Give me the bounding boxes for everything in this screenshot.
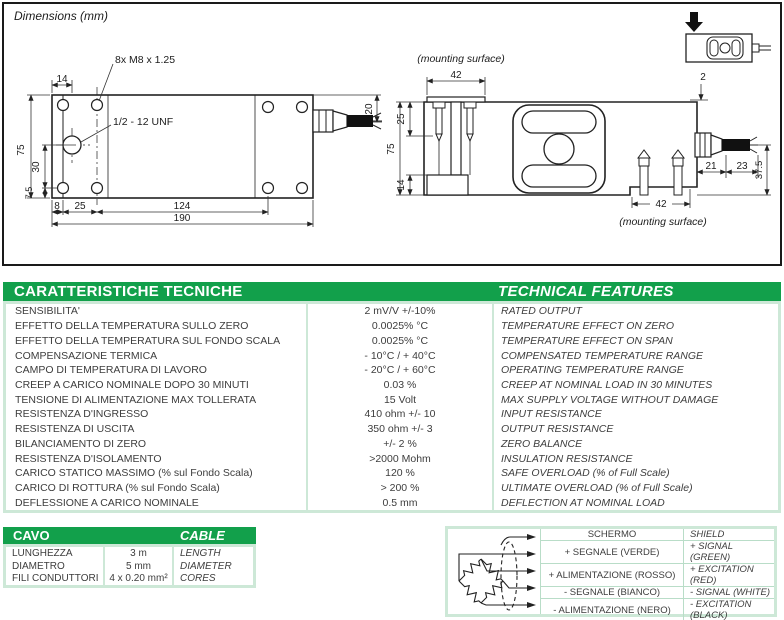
spec-label-english: RATED OUTPUT <box>501 305 582 318</box>
spec-label-english: MAX SUPPLY VOLTAGE WITHOUT DAMAGE <box>501 393 719 406</box>
spec-label-italian: EFFETTO DELLA TEMPERATURA SULLO ZERO <box>6 319 308 334</box>
wire-label-english: - EXCITATION (BLACK) <box>690 599 752 620</box>
load-cell-drawing <box>0 0 784 270</box>
dim-label: 25 <box>74 201 86 212</box>
table-row <box>6 560 253 573</box>
table-row <box>6 481 778 496</box>
spec-value: 0.0025% °C <box>308 319 494 334</box>
load-cell-mini-icon <box>685 12 771 62</box>
wheatstone-bridge-diagram <box>448 529 541 614</box>
spec-value: - 20°C / + 60°C <box>308 363 494 378</box>
spec-value: - 10°C / + 40°C <box>308 348 494 363</box>
spec-label-italian: TENSIONE DI ALIMENTAZIONE MAX TOLLERATA <box>6 392 308 407</box>
spec-value: 120 % <box>308 466 494 481</box>
dim-label: 23 <box>736 161 748 172</box>
tech-header-italian: CARATTERISTICHE TECNICHE <box>14 283 243 300</box>
spec-label-italian: RESISTENZA DI USCITA <box>6 422 308 437</box>
spec-label-english: INPUT RESISTANCE <box>501 408 602 421</box>
dim-label: 42 <box>655 199 667 210</box>
dim-label: 7.5 <box>24 186 34 200</box>
dim-label: 25 <box>396 113 407 125</box>
spec-value: 2 mV/V +/-10% <box>308 304 494 319</box>
spec-label-italian: DEFLESSIONE A CARICO NOMINALE <box>6 495 308 510</box>
cable-header-english: CABLE <box>180 528 225 543</box>
spec-label-italian: BILANCIAMENTO DI ZERO <box>6 436 308 451</box>
cable-label-italian: LUNGHEZZA <box>6 547 105 560</box>
spec-label-italian: SENSIBILITA' <box>6 304 308 319</box>
spec-label-english: COMPENSATED TEMPERATURE RANGE <box>501 349 704 362</box>
table-row <box>541 587 774 599</box>
table-row <box>541 599 774 620</box>
spec-label-english: INSULATION RESISTANCE <box>501 452 633 465</box>
spec-label-italian: CARICO DI ROTTURA (% sul Fondo Scala) <box>6 481 308 496</box>
wire-label-english: + SIGNAL (GREEN) <box>690 541 733 563</box>
spec-label-italian: RESISTENZA D'ISOLAMENTO <box>6 451 308 466</box>
spec-value: 0.0025% °C <box>308 333 494 348</box>
dim-label: 2 <box>700 72 706 83</box>
tech-table-body <box>3 301 781 513</box>
mounting-surface-label: (mounting surface) <box>417 53 505 65</box>
cable-label-english: DIAMETER <box>180 560 232 572</box>
spec-label-italian: RESISTENZA D'INGRESSO <box>6 407 308 422</box>
wire-label-italian: + SEGNALE (VERDE) <box>541 541 684 563</box>
spec-label-english: OPERATING TEMPERATURE RANGE <box>501 364 684 377</box>
thread-label: 8x M8 x 1.25 <box>115 54 176 66</box>
spec-label-italian: COMPENSAZIONE TERMICA <box>6 348 308 363</box>
table-row <box>6 451 778 466</box>
spec-label-italian: EFFETTO DELLA TEMPERATURA SUL FONDO SCALA <box>6 333 308 348</box>
table-row <box>6 547 253 560</box>
cable-table-body <box>3 544 256 588</box>
spec-label-english: DEFLECTION AT NOMINAL LOAD <box>501 496 665 509</box>
wiring-rows <box>541 529 774 620</box>
cable-table-header <box>3 527 256 544</box>
table-row <box>541 564 774 587</box>
spec-value: 0.5 mm <box>308 495 494 510</box>
dim-label: 21 <box>705 161 717 172</box>
cable-label-english: LENGTH <box>180 547 221 559</box>
table-row <box>6 495 778 510</box>
spec-label-english: CREEP AT NOMINAL LOAD IN 30 MINUTES <box>501 378 713 391</box>
dim-label: 75 <box>16 144 27 156</box>
dim-label: 190 <box>173 213 191 224</box>
spec-value: >2000 Mohm <box>308 451 494 466</box>
spec-label-english: SAFE OVERLOAD (% of Full Scale) <box>501 467 670 480</box>
table-row <box>541 529 774 541</box>
wire-label-english: - SIGNAL (WHITE) <box>690 587 771 598</box>
cable-value: 5 mm <box>105 560 174 573</box>
table-row <box>6 348 778 363</box>
spec-label-italian: CAMPO DI TEMPERATURA DI LAVORO <box>6 363 308 378</box>
thread-label: 1/2 - 12 UNF <box>113 116 174 128</box>
cable-gland-side <box>695 133 758 157</box>
dimensions-note: Dimensions (mm) <box>14 9 109 23</box>
spec-value: 0.03 % <box>308 378 494 393</box>
table-row <box>6 304 778 319</box>
cable-label-italian: FILI CONDUTTORI <box>6 572 105 585</box>
table-row <box>6 572 253 585</box>
dim-label: 124 <box>173 201 191 212</box>
table-row <box>6 392 778 407</box>
table-row <box>6 466 778 481</box>
spec-value: > 200 % <box>308 481 494 496</box>
dim-label: 14 <box>396 179 407 191</box>
wire-label-italian: + ALIMENTAZIONE (ROSSO) <box>541 564 684 586</box>
wire-label-english: + EXCITATION (RED) <box>690 564 754 586</box>
table-row <box>6 436 778 451</box>
table-row <box>6 378 778 393</box>
spec-label-english: TEMPERATURE EFFECT ON ZERO <box>501 320 675 333</box>
dim-label: 20 <box>364 103 375 115</box>
spec-value: 350 ohm +/- 3 <box>308 422 494 437</box>
wire-label-italian: SCHERMO <box>541 529 684 540</box>
cable-label-english: CORES <box>180 573 216 585</box>
dim-label: 8 <box>54 201 60 212</box>
wire-arrows <box>527 534 536 608</box>
wire-label-english: SHIELD <box>690 529 725 540</box>
side-view <box>424 97 758 195</box>
spec-label-italian: CARICO STATICO MASSIMO (% sul Fondo Scala) <box>6 466 308 481</box>
spec-label-italian: CREEP A CARICO NOMINALE DOPO 30 MINUTI <box>6 378 308 393</box>
spec-label-english: OUTPUT RESISTANCE <box>501 423 614 436</box>
cable-label-italian: DIAMETRO <box>6 560 105 573</box>
dim-label: 42 <box>450 70 462 81</box>
tech-header-english: TECHNICAL FEATURES <box>498 283 674 300</box>
plan-view <box>52 87 382 205</box>
cable-value: 3 m <box>105 547 174 560</box>
table-row <box>541 541 774 564</box>
wire-label-italian: - ALIMENTAZIONE (NERO) <box>541 599 684 620</box>
spec-label-english: TEMPERATURE EFFECT ON SPAN <box>501 334 673 347</box>
tech-table-header <box>3 282 781 301</box>
spec-label-english: ULTIMATE OVERLOAD (% of Full Scale) <box>501 481 693 494</box>
dim-label: 30 <box>31 161 42 173</box>
wiring-table <box>445 526 777 620</box>
dim-label: 75 <box>386 143 397 155</box>
cable-value: 4 x 0.20 mm² <box>105 572 174 585</box>
table-row <box>6 363 778 378</box>
wire-label-italian: - SEGNALE (BIANCO) <box>541 587 684 598</box>
dim-label: 14 <box>56 74 68 85</box>
spec-value: +/- 2 % <box>308 436 494 451</box>
table-row <box>6 333 778 348</box>
bridge-schematic <box>449 529 539 614</box>
dim-label: 37.5 <box>754 160 765 180</box>
spec-value: 15 Volt <box>308 392 494 407</box>
mounting-surface-label: (mounting surface) <box>619 216 707 228</box>
table-row <box>6 407 778 422</box>
load-arrow-icon <box>685 12 703 32</box>
table-row <box>6 422 778 437</box>
spec-value: 410 ohm +/- 10 <box>308 407 494 422</box>
dimensional-drawing <box>0 0 784 270</box>
spec-label-english: ZERO BALANCE <box>501 437 583 450</box>
cable-header-italian: CAVO <box>13 528 50 543</box>
table-row <box>6 319 778 334</box>
